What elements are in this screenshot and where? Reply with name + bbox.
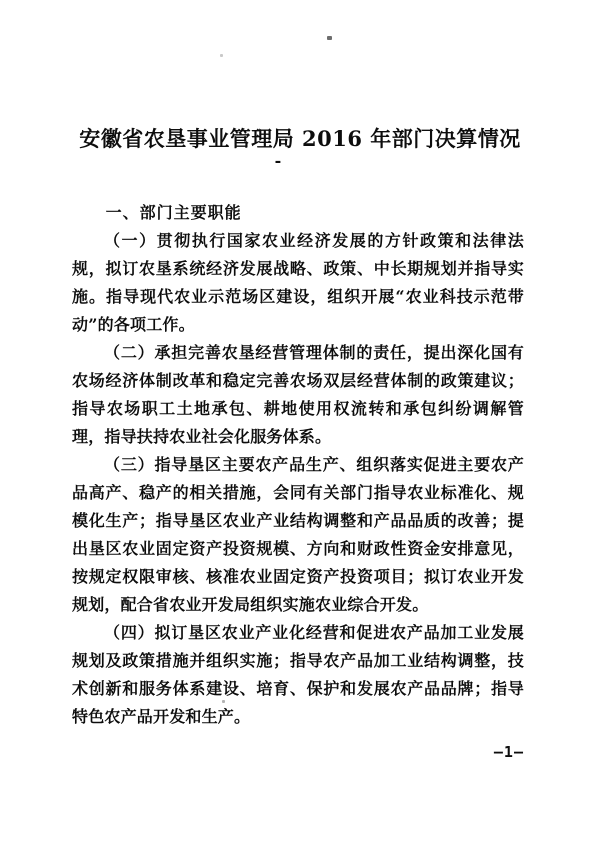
paragraph-2: （二）承担完善农垦经营管理体制的责任，提出深化国有农场经济体制改革和稳定完善农场双层经营体制的政策建议；指导农场职工土地承包、耕地使用权流转和承包纠纷调解管理，指导扶持农业社会化服务体系。	[72, 343, 524, 446]
paragraph-4: （四）拟订垦区农业产业化经营和促进农产品加工业发展规划及政策措施并组织实施；指导农产品加工业结构调整，技术创新和服务体系建设、培育、保护和发展农产品品牌；指导特色农产品开发和生产。	[72, 623, 524, 726]
document-title: 安徽省农垦事业管理局 2016 年部门决算情况	[79, 126, 521, 151]
paragraph-1: （一）贯彻执行国家农业经济发展的方针政策和法律法规，拟订农垦系统经济发展战略、政策、中长期规划并指导实施。指导现代农业示范场区建设，组织开展“农业科技示范带动”的各项工作。	[72, 231, 524, 334]
document-body	[72, 199, 524, 731]
scan-speck	[222, 700, 225, 703]
scan-speck	[327, 36, 332, 40]
page-number: –1–	[493, 743, 524, 761]
section-heading: 一、部门主要职能	[105, 203, 242, 222]
title-underline-dash: -	[274, 151, 282, 170]
paragraph-3: （三）指导垦区主要农产品生产、组织落实促进主要农产品高产、稳产的相关措施，会同有关部门指导农业标准化、规模化生产；指导垦区农业产业结构调整和产品品质的改善；提出垦区农业固定资产投资规模、方向和财政性资金安排意见，按规定权限审核、核准农业固定资产投资项目；拟订农业开发规划，配合省农业开发局组织实施农业综合开发。	[72, 455, 524, 614]
scan-speck	[220, 54, 223, 57]
